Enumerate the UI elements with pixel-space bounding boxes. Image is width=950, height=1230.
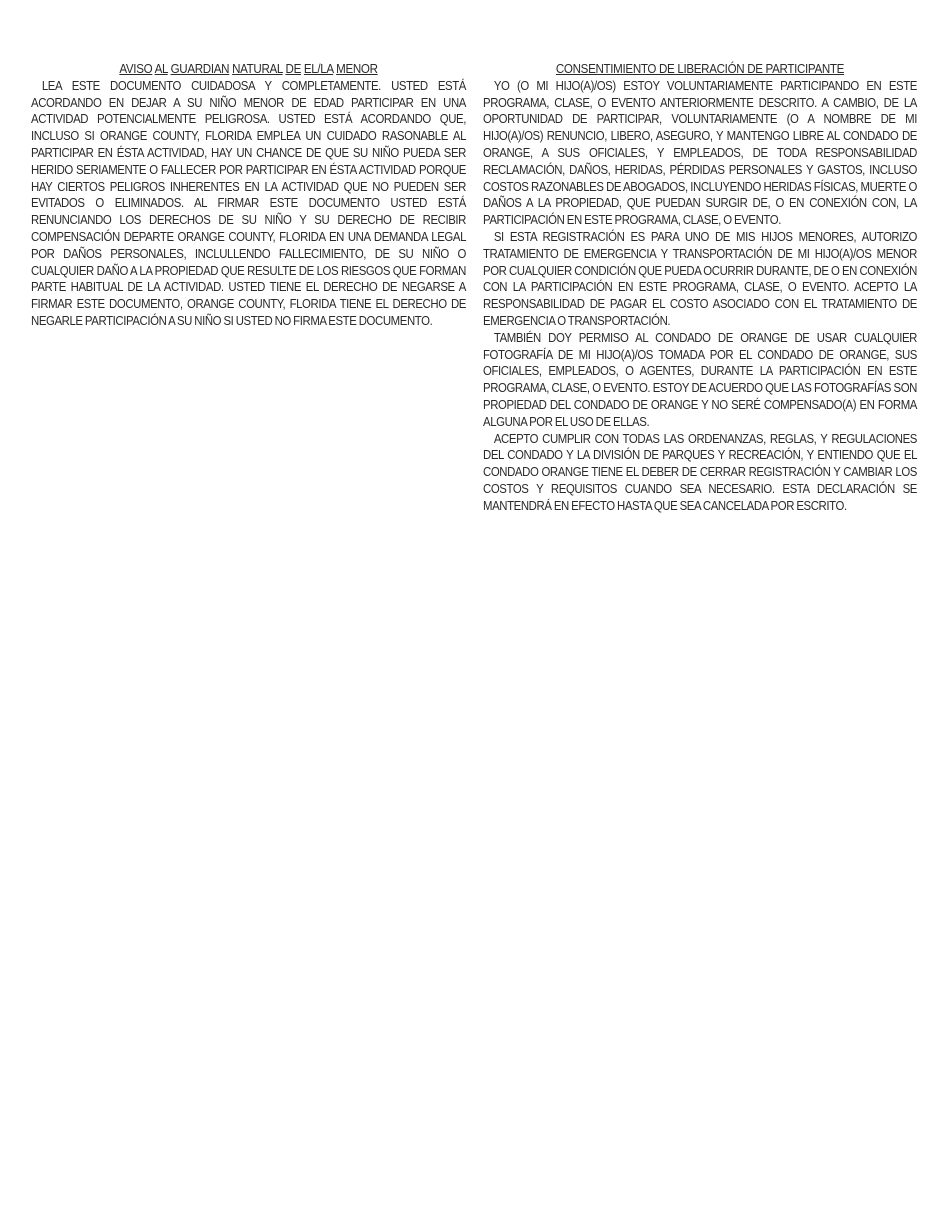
- release-consent-title: CONSENTIMIENTO DE LIBERACIÓN DE PARTICIPANTE: [555, 62, 845, 76]
- title-word: DE: [285, 62, 301, 76]
- guardian-notice-column: [31, 61, 466, 330]
- title-word: MENOR: [336, 62, 378, 76]
- title-word: AVISO: [119, 62, 153, 76]
- title-word: GUARDIAN: [170, 62, 230, 76]
- title-word: NATURAL: [232, 62, 283, 76]
- title-word: AL: [154, 62, 168, 76]
- release-paragraph-photography: TAMBIÉN DOY PERMISO AL CONDADO DE ORANGE DE USAR CUALQUIER FOTOGRAFÍA DE MI HIJO(A)/OS TOMADA POR EL CONDADO DE ORANGE, SUS OFICIALES, EMPLEADOS, O AGENTES, DURANTE LA PARTICIPACIÓN EN ESTE PROGRAMA, CLASE, O EVENTO. ESTOY DE ACUERDO QUE LAS FOTOGRAFÍAS SON PROPIEDAD DEL CONDADO DE ORANGE Y NO SERÉ COMPENSADO(A) EN FORMA ALGUNA POR EL USO DE ELLAS.: [483, 330, 918, 429]
- guardian-notice-paragraph: LEA ESTE DOCUMENTO CUIDADOSA Y COMPLETAMENTE. USTED ESTÁ ACORDANDO EN DEJAR A SU NIÑO MENOR DE EDAD PARTICIPAR EN UNA ACTIVIDAD POTENCIALMENTE PELIGROSA. USTED ESTÁ ACORDANDO QUE, INCLUSO SI ORANGE COUNTY, FLORIDA EMPLEA UN CUIDADO RASONABLE AL PARTICIPAR EN ÉSTA ACTIVIDAD, HAY UN CHANCE DE QUE SU NIÑO PUEDA SER HERIDO SERIAMENTE O FALLECER POR PARTICIPAR EN ÉSTA ACTIVIDAD PORQUE HAY CIERTOS PELIGROS INHERENTES EN LA ACTIVIDAD QUE NO PUEDEN SER EVITADOS O ELIMINADOS. AL FIRMAR ESTE DOCUMENTO USTED ESTÁ RENUNCIANDO LOS DERECHOS DE SU NIÑO Y SU DERECHO DE RECIBIR COMPENSACIÓN DEPARTE ORANGE COUNTY, FLORIDA EN UNA DEMANDA LEGAL POR DAÑOS PERSONALES, INCLULLENDO FALLECIMIENTO, DE SU NIÑO O CUALQUIER DAÑO A LA PROPIEDAD QUE RESULTE DE LOS RIESGOS QUE FORMAN PARTE HABITUAL DE LA ACTIVIDAD. USTED TIENE EL DERECHO DE NEGARSE A FIRMAR ESTE DOCUMENTO, ORANGE COUNTY, FLORIDA TIENE EL DERECHO DE NEGARLE PARTICIPACIÓN A SU NIÑO SI USTED NO FIRMA ESTE DOCUMENTO.: [31, 78, 467, 328]
- guardian-notice-title: [48, 61, 448, 78]
- release-paragraph-participation: YO (O MI HIJO(A)/OS) ESTOY VOLUNTARIAMENTE PARTICIPANDO EN ESTE PROGRAMA, CLASE, O EVENTO ANTERIORMENTE DESCRITO. A CAMBIO, DE LA OPORTUNIDAD DE PARTICIPAR, VOLUNTARIAMENTE (O A NOMBRE DE MI HIJO(A)/OS) RENUNCIO, LIBERO, ASEGURO, Y MANTENGO LIBRE AL CONDADO DE ORANGE, A SUS OFICIALES, Y EMPLEADOS, DE TODA RESPONSABILIDAD RECLAMACIÓN, DAÑOS, HERIDAS, PÉRDIDAS PERSONALES Y GASTOS, INCLUSO COSTOS RAZONABLES DE ABOGADOS, INCLUYENDO HERIDAS FÍSICAS, MUERTE O DAÑOS A LA PROPIEDAD, QUE PUEDAN SURGIR DE, O EN CONEXIÓN CON, LA PARTICIPACIÓN EN ESTE PROGRAMA, CLASE, O EVENTO.: [483, 78, 918, 228]
- release-paragraph-regulations: ACEPTO CUMPLIR CON TODAS LAS ORDENANZAS, REGLAS, Y REGULACIONES DEL CONDADO Y LA DIVISIÓN DE PARQUES Y RECREACIÓN, Y ENTIENDO QUE EL CONDADO ORANGE TIENE EL DEBER DE CERRAR REGISTRACIÓN Y CAMBIAR LOS COSTOS Y REQUISITOS CUANDO SEA NECESARIO. ESTA DECLARACIÓN SE MANTENDRÁ EN EFECTO HASTA QUE SEA CANCELADA POR ESCRITO.: [483, 431, 918, 513]
- release-paragraph-emergency: SI ESTA REGISTRACIÓN ES PARA UNO DE MIS HIJOS MENORES, AUTORIZO TRATAMIENTO DE EMERGENCIA Y TRANSPORTACIÓN DE MI HIJO(A)/OS MENOR POR CUALQUIER CONDICIÓN QUE PUEDA OCURRIR DURANTE, DE O EN CONEXIÓN CON LA PARTICIPACIÓN EN ESTE PROGRAMA, CLASE, O EVENTO. ACEPTO LA RESPONSABILIDAD DE PAGAR EL COSTO ASOCIADO CON EL TRATAMIENTO DE EMERGENCIA O TRANSPORTACIÓN.: [483, 229, 918, 328]
- release-consent-column: [483, 61, 917, 515]
- title-word: EL/LA: [303, 62, 334, 76]
